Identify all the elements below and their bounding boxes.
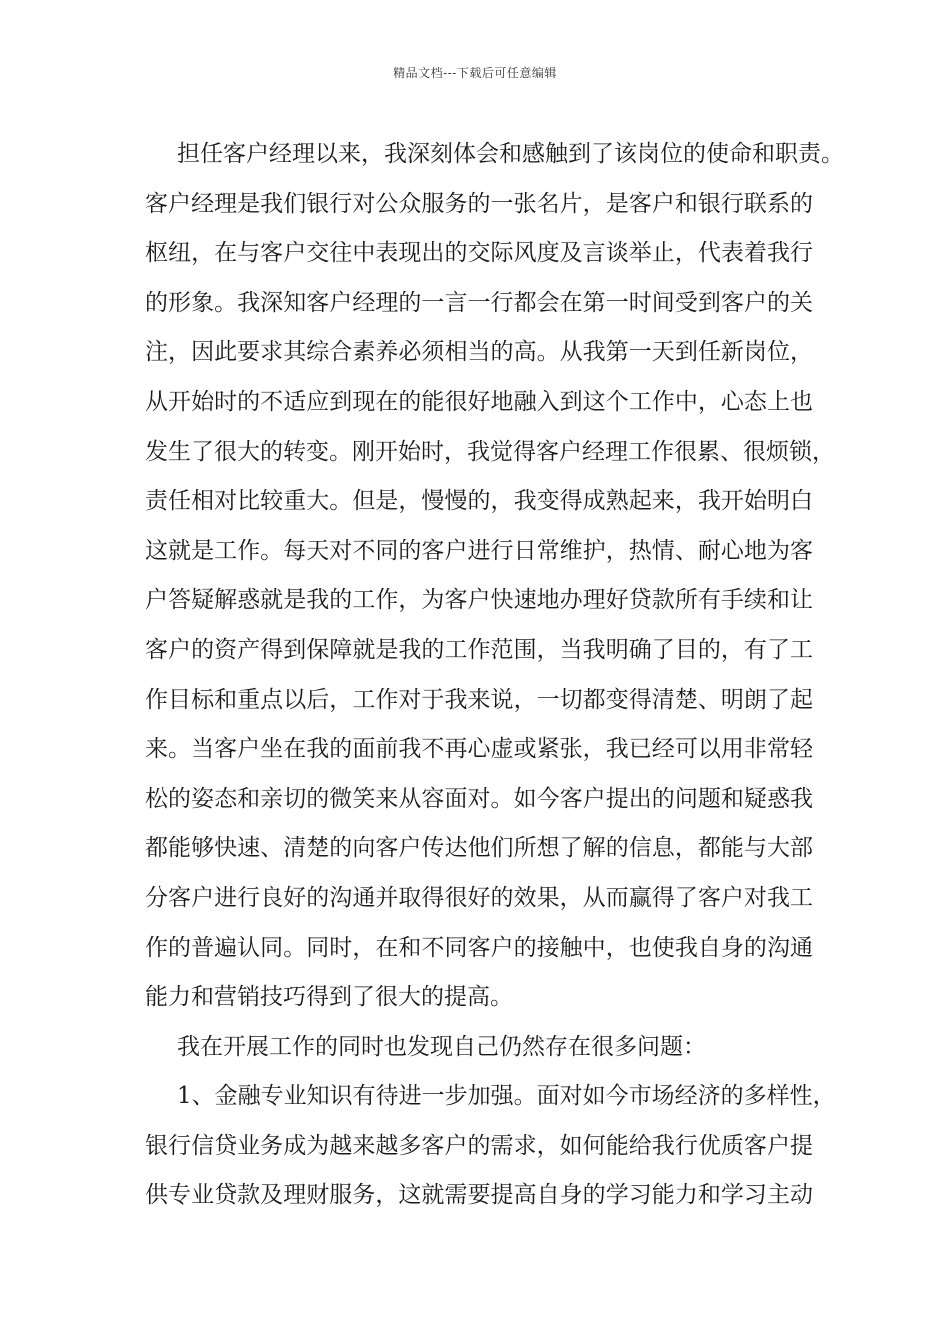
page-header: 精品文档---下载后可任意编辑 (393, 66, 557, 80)
text-line: 能力和营销技巧得到了很大的提高。 (145, 984, 513, 1011)
text-line: 担任客户经理以来，我深刻体会和感触到了该岗位的使命和职责。 (177, 141, 844, 167)
text-line: 作目标和重点以后，工作对于我来说，一切都变得清楚、明朗了起 (145, 686, 813, 713)
text-line: 1、金融专业知识有待进一步加强。面对如今市场经济的多样性， (177, 1083, 836, 1110)
text-line: 责任相对比较重大。但是，慢慢的，我变得成熟起来，我开始明白 (145, 488, 813, 515)
document-body (145, 130, 844, 1221)
text-line: 的形象。我深知客户经理的一言一行都会在第一时间受到客户的关 (145, 289, 813, 316)
text-line: 作的普遍认同。同时，在和不同客户的接触中，也使我自身的沟通 (145, 934, 813, 961)
text-line: 松的姿态和亲切的微笑来从容面对。如今客户提出的问题和疑惑我 (145, 785, 813, 812)
text-line: 注，因此要求其综合素养必须相当的高。从我第一天到任新岗位， (145, 339, 813, 366)
text-line: 这就是工作。每天对不同的客户进行日常维护，热情、耐心地为客 (145, 537, 813, 564)
text-line: 客户经理是我们银行对公众服务的一张名片，是客户和银行联系的 (145, 190, 813, 217)
text-line: 枢纽，在与客户交往中表现出的交际风度及言谈举止，代表着我行 (145, 240, 813, 267)
text-line: 来。当客户坐在我的面前我不再心虚或紧张，我已经可以用非常轻 (145, 736, 813, 763)
text-line: 发生了很大的转变。刚开始时，我觉得客户经理工作很累、很烦锁， (145, 438, 835, 465)
text-line: 分客户进行良好的沟通并取得很好的效果，从而赢得了客户对我工 (145, 884, 813, 911)
text-line: 供专业贷款及理财服务，这就需要提高自身的学习能力和学习主动 (145, 1182, 813, 1209)
text-line: 都能够快速、清楚的向客户传达他们所想了解的信息，都能与大部 (145, 835, 813, 862)
text-line: 户答疑解惑就是我的工作，为客户快速地办理好贷款所有手续和让 (145, 587, 813, 614)
text-line: 我在开展工作的同时也发现自己仍然存在很多问题： (177, 1033, 706, 1060)
text-line: 银行信贷业务成为越来越多客户的需求，如何能给我行优质客户提 (145, 1132, 813, 1159)
text-line: 从开始时的不适应到现在的能很好地融入到这个工作中，心态上也 (145, 388, 813, 415)
text-line: 客户的资产得到保障就是我的工作范围，当我明确了目的，有了工 (145, 636, 813, 663)
